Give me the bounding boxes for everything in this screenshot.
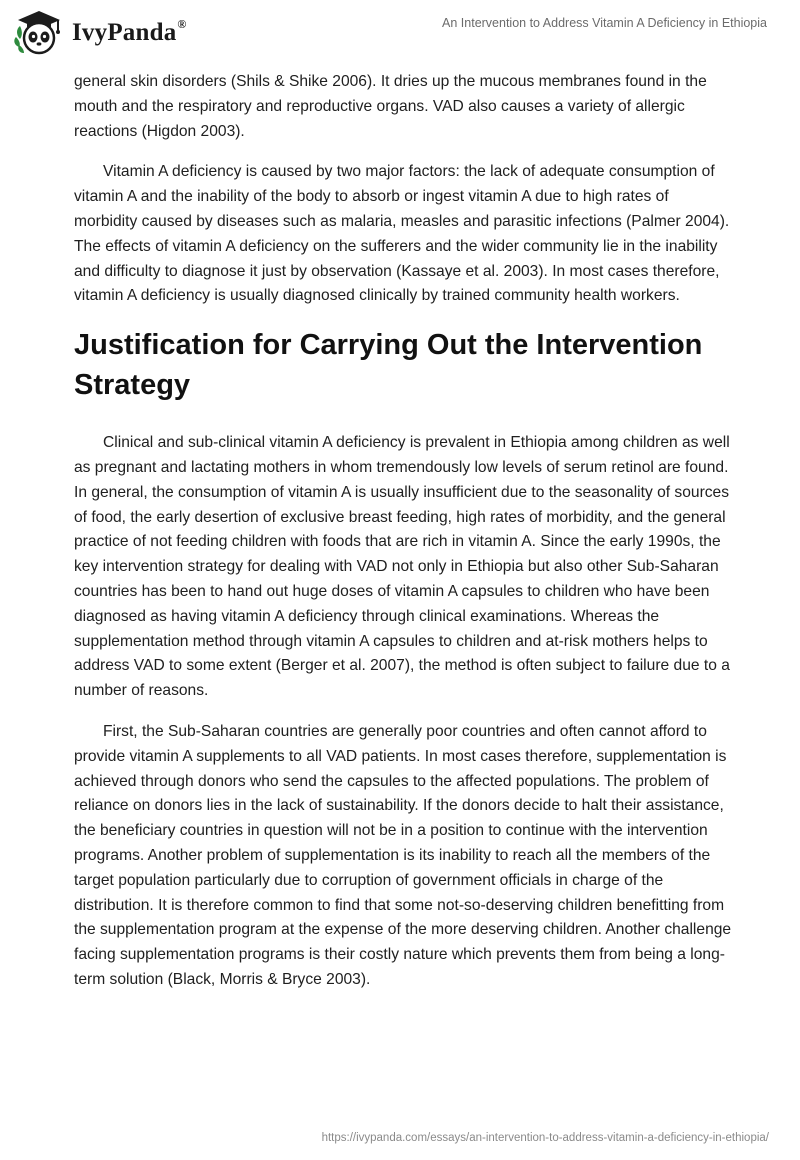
document-title: An Intervention to Address Vitamin A Deficiency in Ethiopia	[442, 16, 767, 30]
brand-logo-link[interactable]	[14, 8, 187, 56]
brand-name: IvyPanda®	[72, 17, 187, 46]
paragraph: Clinical and sub-clinical vitamin A deficiency is prevalent in Ethiopia among children as well as pregnant and lactating mothers in whom tremendously low levels of serum retinol are found. In general, the consumption of vitamin A is usually insufficient due to the seasonality of sources of food, the early desertion of exclusive breast feeding, high rates of morbidity, and the general practice of not feeding children with foods that are rich in vitamin A. Since the early 1990s, the key intervention strategy for dealing with VAD not only in Ethiopia but also other Sub-Saharan countries has been to hand out huge doses of vitamin A capsules to children who have been diagnosed as having vitamin A deficiency through clinical examinations. Whereas the supplementation method through vitamin A capsules to children and at-risk mothers helps to address VAD to some extent (Berger et al. 2007), the method is often subject to failure due to a number of reasons.	[74, 434, 730, 700]
registered-mark: ®	[177, 17, 187, 31]
source-url-link[interactable]: https://ivypanda.com/essays/an-intervention-to-address-vitamin-a-deficiency-in-ethiopia/	[321, 1132, 769, 1144]
page-header	[0, 0, 800, 64]
article-body	[74, 70, 734, 1009]
paragraph: general skin disorders (Shils & Shike 2006). It dries up the mucous membranes found in the mouth and the respiratory and reproductive organs. VAD also causes a variety of allergic reactions (Higdon 2003).	[74, 73, 707, 140]
paragraph: Vitamin A deficiency is caused by two major factors: the lack of adequate consumption of vitamin A and the inability of the body to absorb or ingest vitamin A due to high rates of morbidity caused by diseases such as malaria, measles and parasitic infections (Palmer 2004). The effects of vitamin A deficiency on the sufferers and the wider community lie in the inability and difficulty to diagnose it just by observation (Kassaye et al. 2003). In most cases therefore, vitamin A deficiency is usually diagnosed clinically by trained community health workers.	[74, 163, 730, 305]
panda-logo-icon	[14, 9, 64, 55]
section-heading: Justification for Carrying Out the Intervention Strategy	[74, 329, 703, 402]
paragraph: First, the Sub-Saharan countries are generally poor countries and often cannot afford to provide vitamin A supplements to all VAD patients. In most cases therefore, supplementation is achieved through donors who send the capsules to the affected populations. The problem of reliance on donors lies in the lack of sustainability. If the donors decide to halt their assistance, the beneficiary countries in question will not be in a position to continue with the intervention programs. Another problem of supplementation is its inability to reach all the members of the target population particularly due to corruption of government officials in charge of the distribution. It is therefore common to find that some not-so-deserving children benefitting from the supplementation program at the expense of the more deserving children. Another challenge facing supplementation programs is their costly nature which prevents them from being a long-term solution (Black, Morris & Bryce 2003).	[74, 722, 732, 988]
